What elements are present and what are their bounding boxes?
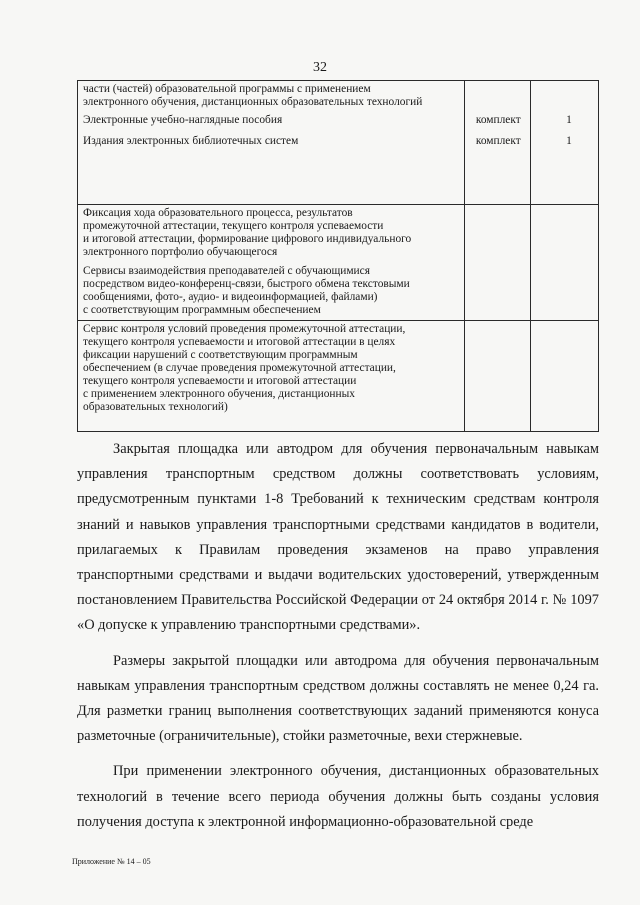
cell-text-line: Фиксация хода образовательного процесса, результатов <box>83 207 353 219</box>
cell-text-line: Сервис контроля условий проведения промежуточной аттестации, <box>83 323 406 335</box>
table-cell-quantity <box>530 205 598 321</box>
cell-text-line: сообщениями, фото-, аудио- и видеоинформацией, файлами) <box>83 291 378 303</box>
table-row <box>78 205 599 321</box>
cell-text-line: промежуточной аттестации, текущего контроля успеваемости <box>83 220 384 232</box>
table-cell-quantity <box>530 81 598 205</box>
equipment-table <box>77 80 599 432</box>
cell-text-line: части (частей) образовательной программы с применением <box>83 83 371 95</box>
quantity-value: 1 <box>566 135 572 147</box>
cell-text-line: и итоговой аттестации, формирование цифрового индивидуального <box>83 233 412 245</box>
table-cell-description <box>78 321 465 432</box>
cell-text-line: фиксации нарушений с соответствующим программным <box>83 349 358 361</box>
cell-text-line: Издания электронных библиотечных систем <box>83 135 299 147</box>
cell-text-line: Электронные учебно-наглядные пособия <box>83 114 283 126</box>
body-text <box>77 437 599 845</box>
table-cell-description <box>78 205 465 321</box>
table-cell-unit <box>464 81 530 205</box>
cell-text-line: образовательных технологий) <box>83 401 228 413</box>
page-number: 32 <box>313 60 327 75</box>
cell-text-line: текущего контроля успеваемости и итоговой аттестации <box>83 375 357 387</box>
footer-note: Приложение № 14 – 05 <box>72 857 151 866</box>
cell-text-line: с применением электронного обучения, дистанционных <box>83 388 355 400</box>
table-row <box>78 321 599 432</box>
cell-text-line: текущего контроля успеваемости и итоговой аттестации в целях <box>83 336 396 348</box>
unit-label: комплект <box>475 114 521 126</box>
cell-text-line: Сервисы взаимодействия преподавателей с обучающимися <box>83 265 370 277</box>
table-cell-unit <box>464 321 530 432</box>
table-cell-quantity <box>530 321 598 432</box>
unit-label: комплект <box>475 135 521 147</box>
table-row <box>78 81 599 205</box>
quantity-value: 1 <box>566 114 572 126</box>
cell-text-line: электронного портфолио обучающегося <box>83 246 278 258</box>
cell-text-line: электронного обучения, дистанционных образовательных технологий <box>83 96 423 108</box>
cell-text-line: с соответствующим программным обеспечением <box>83 304 321 316</box>
paragraph: Размеры закрытой площадки или автодрома для обучения первоначальным навыкам управления транспортным средством должны составлять не менее 0,24 га. Для разметки границ выполнения соответствующих заданий применяются конуса разметочные (ограничительные), стойки разметочные, вехи стержневые. <box>77 652 599 745</box>
paragraph: Закрытая площадка или автодром для обучения первоначальным навыкам управления транспортным средством должны соответствовать условиям, предусмотренным пунктами 1-8 Требований к техническим средствам контроля знаний и навыков управления транспортными средствами кандидатов в водители, прилагаемых к Правилам проведения экзаменов на право управления транспортными средствами и выдачи водительских удостоверений, утвержденным постановлением Правительства Российской Федерации от 24 октября 2014 г. № 1097 «О допуске к управлению транспортными средствами». <box>77 441 599 634</box>
cell-text-line: посредством видео-конференц-связи, быстрого обмена текстовыми <box>83 278 410 290</box>
table-cell-unit <box>464 205 530 321</box>
table-cell-description <box>78 81 465 205</box>
paragraph: При применении электронного обучения, дистанционных образовательных технологий в течение всего периода обучения должны быть созданы условия получения доступа к электронной информационно-образовательной среде <box>77 763 599 830</box>
cell-text-line: обеспечением (в случае проведения промежуточной аттестации, <box>83 362 396 374</box>
